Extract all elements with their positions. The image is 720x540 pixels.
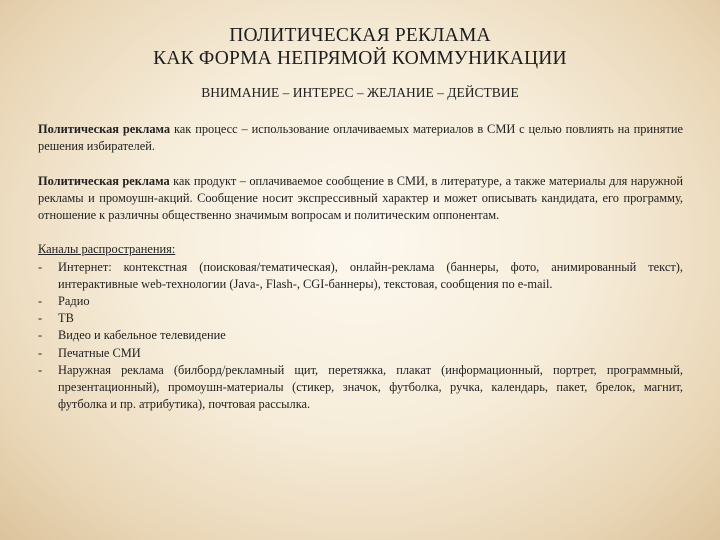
list-item-text: ТВ: [58, 311, 74, 326]
bullet-dash: -: [38, 345, 43, 360]
subtitle: ВНИМАНИЕ – ИНТЕРЕС – ЖЕЛАНИЕ – ДЕЙСТВИЕ: [201, 85, 519, 100]
bullet-dash: -: [38, 294, 43, 308]
bullet-dash: -: [38, 328, 43, 343]
list-item-text: Наружная реклама (билборд/рекламный щит, перетяжка, плакат (информационный, портрет, программный, презентационный), промоушн-материалы (стикер, значок, футболка, ручка, календарь, пакет, брелок, магнит, футболка и пр. атрибутика), почтовая рассылка.: [58, 362, 683, 412]
list-item: [38, 259, 683, 293]
bullet-dash: -: [38, 311, 43, 326]
list-item: [38, 293, 683, 310]
list-item: [38, 310, 683, 327]
title-line-2: КАК ФОРМА НЕПРЯМОЙ КОММУНИКАЦИИ: [153, 48, 567, 69]
bullet-dash: -: [38, 259, 43, 274]
body-text: [38, 121, 683, 413]
term-political-advertising: Политическая реклама: [38, 122, 171, 136]
paragraph-product-text: как продукт – оплачиваемое сообщение в СМИ, в литературе, а также материалы для наружной рекламы и промоушн-акций. Сообщение носит экспрессивный характер и может описывать кандидата, его программу, отношение к различны общественно значимым вопросам и политическим оппонентам.: [38, 173, 683, 222]
list-item: [38, 362, 683, 414]
list-item: [38, 327, 683, 344]
channels-heading: Каналы распространения:: [38, 242, 176, 257]
paragraph-process: [38, 121, 683, 155]
list-item-text: Видео и кабельное телевидение: [58, 328, 226, 343]
paragraph-process-text: как процесс – использование оплачиваемых материалов в СМИ с целью повлиять на принятие решения избирателей.: [38, 122, 683, 154]
title-line-1: ПОЛИТИЧЕСКАЯ РЕКЛАМА: [229, 25, 491, 46]
paragraph-product: [38, 173, 683, 225]
bullet-dash: -: [38, 362, 43, 377]
list-item: [38, 345, 683, 362]
list-item-text: Интернет: контекстная (поисковая/тематическая), онлайн-реклама (баннеры, фото, анимированный текст), интерактивные web-технологии (Java-, Flash-, CGI-баннеры), текстовая, сообщения по e-mail.: [58, 259, 683, 291]
list-item-text: Радио: [58, 294, 90, 308]
term-political-advertising: Политическая реклама: [38, 173, 170, 188]
list-item-text: Печатные СМИ: [58, 345, 141, 360]
channels-list: [38, 259, 683, 414]
